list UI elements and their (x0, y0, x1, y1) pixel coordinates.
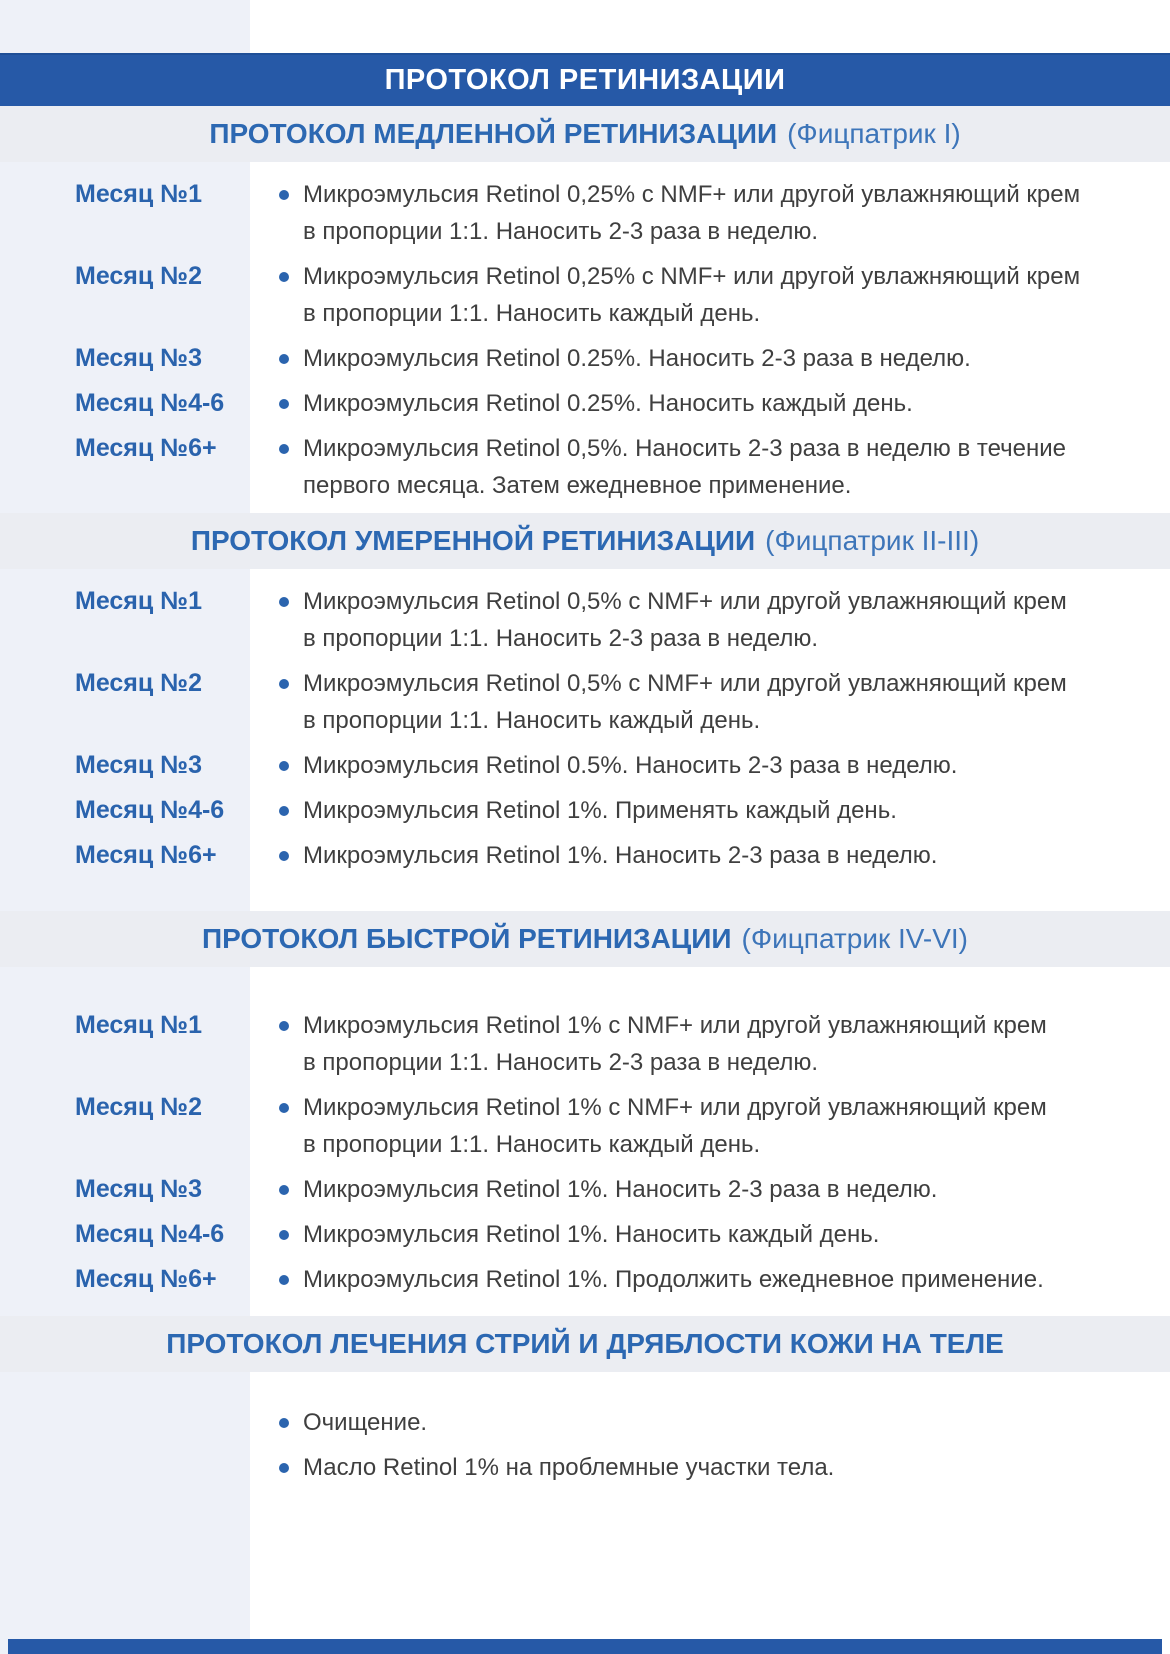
table-row (0, 430, 1170, 504)
row-text-line: Микроэмульсия Retinol 1%. Продолжить ежедневное применение. (303, 1266, 1044, 1293)
bullet-icon (279, 851, 289, 861)
row-content (250, 1007, 1170, 1081)
table-row (0, 837, 1170, 874)
bullet-icon (279, 1185, 289, 1195)
month-label: Месяц №4-6 (75, 1220, 225, 1248)
month-label: Месяц №3 (75, 344, 202, 372)
row-text-line: Микроэмульсия Retinol 1%. Наносить 2-3 раза в неделю. (303, 842, 938, 869)
table-row (0, 665, 1170, 739)
month-label: Месяц №1 (75, 1011, 202, 1039)
row-content (250, 340, 1170, 377)
footer-accent-bar (8, 1639, 1162, 1654)
row-content (250, 792, 1170, 829)
row-content (250, 665, 1170, 739)
bullet-icon (279, 1418, 289, 1428)
bullet-icon (279, 1463, 289, 1473)
row-content (250, 1449, 1170, 1486)
row-text-line: Микроэмульсия Retinol 0.5%. Наносить 2-3 раза в неделю. (303, 752, 958, 779)
table-row (0, 1007, 1170, 1081)
row-text-line: первого месяца. Затем ежедневное применение. (303, 472, 852, 499)
bullet-icon (279, 190, 289, 200)
row-text-line: в пропорции 1:1. Наносить каждый день. (303, 1131, 761, 1158)
month-label: Месяц №2 (75, 1093, 202, 1121)
bullet-icon (279, 1021, 289, 1031)
month-label: Месяц №2 (75, 262, 202, 290)
bullet-icon (279, 272, 289, 282)
row-text-line: Микроэмульсия Retinol 0,25% с NMF+ или другой увлажняющий крем (303, 181, 1081, 208)
month-label: Месяц №1 (75, 180, 202, 208)
month-label (0, 1449, 250, 1486)
row-text-line: в пропорции 1:1. Наносить 2-3 раза в неделю. (303, 625, 819, 652)
bullet-icon (279, 597, 289, 607)
top-margin (0, 0, 1170, 53)
section-header-body-skin-protocol (0, 1316, 1170, 1372)
row-text-line: Микроэмульсия Retinol 0,5% с NMF+ или другой увлажняющий крем (303, 670, 1067, 697)
section-subtitle: (Фицпатрик I) (787, 118, 961, 149)
bullet-icon (279, 1103, 289, 1113)
month-label: Месяц №6+ (75, 434, 217, 462)
row-content (250, 1404, 1170, 1441)
bullet-icon (279, 354, 289, 364)
document-header-bar (0, 53, 1170, 106)
row-text-line: Микроэмульсия Retinol 0,5% с NMF+ или другой увлажняющий крем (303, 588, 1067, 615)
section-subtitle: (Фицпатрик II-III) (765, 525, 980, 556)
bullet-icon (279, 761, 289, 771)
row-content (250, 385, 1170, 422)
table-row (0, 340, 1170, 377)
row-text-line: в пропорции 1:1. Наносить каждый день. (303, 300, 761, 327)
row-content (250, 258, 1170, 332)
row-text-line: Микроэмульсия Retinol 0.25%. Наносить каждый день. (303, 390, 913, 417)
row-text-line: Микроэмульсия Retinol 1%. Наносить 2-3 раза в неделю. (303, 1176, 938, 1203)
row-content (250, 1261, 1170, 1298)
month-label: Месяц №6+ (75, 1265, 217, 1293)
row-text-line: Микроэмульсия Retinol 0,5%. Наносить 2-3 раза в неделю в течение (303, 435, 1066, 462)
month-label: Месяц №3 (75, 1175, 202, 1203)
bullet-icon (279, 1275, 289, 1285)
month-label (0, 1404, 250, 1441)
row-content (250, 1171, 1170, 1208)
table-row (0, 1171, 1170, 1208)
section-header-moderate-retinization (0, 513, 1170, 569)
section-title: ПРОТОКОЛ ЛЕЧЕНИЯ СТРИЙ И ДРЯБЛОСТИ КОЖИ НА ТЕЛЕ (166, 1328, 1004, 1359)
table-row (0, 258, 1170, 332)
month-label: Месяц №6+ (75, 841, 217, 869)
section-rows (0, 1372, 1170, 1486)
row-content (250, 837, 1170, 874)
row-content (250, 176, 1170, 250)
row-text-line: в пропорции 1:1. Наносить 2-3 раза в неделю. (303, 218, 819, 245)
section-subtitle: (Фицпатрик IV-VI) (741, 923, 969, 954)
row-text-line: Микроэмульсия Retinol 0.25%. Наносить 2-3 раза в неделю. (303, 345, 971, 372)
table-row (0, 1216, 1170, 1253)
bullet-icon (279, 806, 289, 816)
bullet-icon (279, 399, 289, 409)
month-label: Месяц №3 (75, 751, 202, 779)
month-label: Месяц №4-6 (75, 389, 225, 417)
section-title: ПРОТОКОЛ УМЕРЕННОЙ РЕТИНИЗАЦИИ (190, 525, 756, 556)
row-text-line: в пропорции 1:1. Наносить 2-3 раза в неделю. (303, 1049, 819, 1076)
table-row (0, 583, 1170, 657)
row-content (250, 1216, 1170, 1253)
row-text-line: Масло Retinol 1% на проблемные участки тела. (303, 1454, 835, 1481)
row-text-line: Микроэмульсия Retinol 1%. Наносить каждый день. (303, 1221, 880, 1248)
row-content (250, 1089, 1170, 1163)
bullet-icon (279, 1230, 289, 1240)
table-row (0, 1404, 1170, 1441)
section-title: ПРОТОКОЛ БЫСТРОЙ РЕТИНИЗАЦИИ (201, 923, 732, 954)
table-row (0, 1449, 1170, 1486)
row-text-line: Микроэмульсия Retinol 1% с NMF+ или другой увлажняющий крем (303, 1094, 1047, 1121)
table-row (0, 1261, 1170, 1298)
row-text-line: Микроэмульсия Retinol 1%. Применять каждый день. (303, 797, 897, 824)
section-header-fast-retinization (0, 911, 1170, 967)
row-content (250, 747, 1170, 784)
section-rows (0, 162, 1170, 513)
row-text-line: Очищение. (303, 1409, 428, 1436)
table-row (0, 385, 1170, 422)
section-rows (0, 967, 1170, 1316)
section-title: ПРОТОКОЛ МЕДЛЕННОЙ РЕТИНИЗАЦИИ (209, 118, 778, 149)
month-label: Месяц №2 (75, 669, 202, 697)
row-text-line: Микроэмульсия Retinol 1% с NMF+ или другой увлажняющий крем (303, 1012, 1047, 1039)
table-row (0, 1089, 1170, 1163)
month-label: Месяц №4-6 (75, 796, 225, 824)
month-label: Месяц №1 (75, 587, 202, 615)
row-text-line: Микроэмульсия Retinol 0,25% с NMF+ или другой увлажняющий крем (303, 263, 1081, 290)
row-text-line: в пропорции 1:1. Наносить каждый день. (303, 707, 761, 734)
row-content (250, 430, 1170, 504)
table-row (0, 747, 1170, 784)
bullet-icon (279, 679, 289, 689)
page-title: ПРОТОКОЛ РЕТИНИЗАЦИИ (384, 64, 786, 96)
bullet-icon (279, 444, 289, 454)
table-row (0, 176, 1170, 250)
row-content (250, 583, 1170, 657)
table-row (0, 792, 1170, 829)
section-rows (0, 569, 1170, 911)
section-header-slow-retinization (0, 106, 1170, 162)
